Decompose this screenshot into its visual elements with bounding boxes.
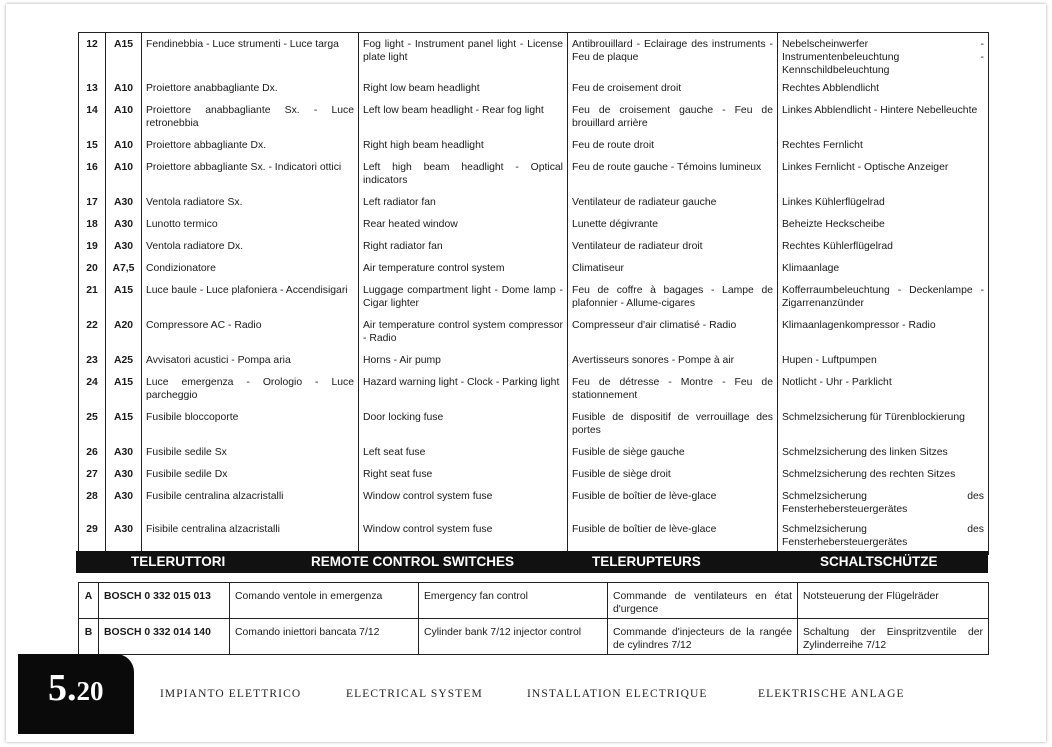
relay-desc-fr: Commande de ventilateurs en état d'urgence bbox=[608, 583, 798, 619]
fuse-number: 22 bbox=[79, 314, 106, 349]
fuse-desc-de: Rechtes Kühlerflügelrad bbox=[778, 235, 989, 257]
fuse-number: 12 bbox=[79, 33, 106, 78]
page-number-sub: 20 bbox=[76, 676, 104, 706]
fuse-amperage: A30 bbox=[106, 191, 142, 213]
fuse-desc-de: Klimaanlagenkompressor - Radio bbox=[778, 314, 989, 349]
fuse-desc-de: Linkes Fernlicht - Optische Anzeiger bbox=[778, 156, 989, 191]
fuse-row bbox=[79, 406, 989, 441]
fuse-desc-it: Fisibile centralina alzacristalli bbox=[142, 518, 359, 555]
fuse-desc-fr: Feu de route gauche - Témoins lumineux bbox=[568, 156, 778, 191]
fuse-desc-it: Lunotto termico bbox=[142, 213, 359, 235]
relay-desc-en: Emergency fan control bbox=[419, 583, 608, 619]
fuse-desc-fr: Fusible de boîtier de lève-glace bbox=[568, 485, 778, 518]
fuse-desc-de: Schmelzsicherung für Türenblockierung bbox=[778, 406, 989, 441]
fuse-desc-de: Schmelzsicherung des linken Sitzes bbox=[778, 441, 989, 463]
fuse-desc-fr: Antibrouillard - Eclairage des instruments - Feu de plaque bbox=[568, 33, 778, 78]
relay-row bbox=[79, 583, 989, 619]
fuse-desc-de: Schmelzsicherung des Fensterhebersteuergerätes bbox=[778, 518, 989, 555]
fuse-desc-fr: Feu de détresse - Montre - Feu de stationnement bbox=[568, 371, 778, 406]
fuse-desc-de: Klimaanlage bbox=[778, 257, 989, 279]
fuse-desc-en: Window control system fuse bbox=[359, 518, 568, 555]
relay-desc-it: Comando ventole in emergenza bbox=[230, 583, 419, 619]
fuse-desc-it: Fusibile centralina alzacristalli bbox=[142, 485, 359, 518]
header-fr: TELERUPTEURS bbox=[592, 554, 701, 569]
fuse-desc-fr: Fusible de boîtier de lève-glace bbox=[568, 518, 778, 555]
fuse-desc-fr: Feu de coffre à bagages - Lampe de plafonnier - Allume-cigares bbox=[568, 279, 778, 314]
fuse-desc-en: Air temperature control system compressor - Radio bbox=[359, 314, 568, 349]
fuse-desc-en: Luggage compartment light - Dome lamp - Cigar lighter bbox=[359, 279, 568, 314]
fuse-row bbox=[79, 518, 989, 555]
fuse-desc-it: Proiettore abbagliante Dx. bbox=[142, 134, 359, 156]
fuse-amperage: A30 bbox=[106, 463, 142, 485]
fuse-desc-en: Left low beam headlight - Rear fog light bbox=[359, 99, 568, 134]
fuse-desc-it: Proiettore anabbagliante Sx. - Luce retronebbia bbox=[142, 99, 359, 134]
fuse-amperage: A10 bbox=[106, 156, 142, 191]
fuse-desc-it: Fusibile sedile Sx bbox=[142, 441, 359, 463]
fuse-desc-en: Rear heated window bbox=[359, 213, 568, 235]
relay-desc-de: Schaltung der Einspritzventile der Zylinderreihe 7/12 bbox=[798, 619, 989, 655]
fuse-desc-en: Right high beam headlight bbox=[359, 134, 568, 156]
fuse-desc-it: Avvisatori acustici - Pompa aria bbox=[142, 349, 359, 371]
relay-table bbox=[78, 582, 989, 655]
fuse-amperage: A10 bbox=[106, 134, 142, 156]
fuse-desc-it: Luce baule - Luce plafoniera - Accendisigari bbox=[142, 279, 359, 314]
fuse-number: 21 bbox=[79, 279, 106, 314]
fuse-desc-it: Proiettore anabbagliante Dx. bbox=[142, 77, 359, 99]
fuse-row bbox=[79, 134, 989, 156]
footer-title-de: ELEKTRISCHE ANLAGE bbox=[758, 688, 905, 700]
fuse-number: 14 bbox=[79, 99, 106, 134]
fuse-desc-en: Left high beam headlight - Optical indicators bbox=[359, 156, 568, 191]
page-number-badge bbox=[18, 654, 134, 734]
fuse-amperage: A15 bbox=[106, 33, 142, 78]
fuse-number: 23 bbox=[79, 349, 106, 371]
fuse-desc-de: Rechtes Abblendlicht bbox=[778, 77, 989, 99]
section-header-bar bbox=[76, 551, 988, 573]
header-en: REMOTE CONTROL SWITCHES bbox=[311, 554, 515, 569]
fuse-desc-de: Hupen - Luftpumpen bbox=[778, 349, 989, 371]
fuse-number: 20 bbox=[79, 257, 106, 279]
fuse-desc-en: Right seat fuse bbox=[359, 463, 568, 485]
fuse-amperage: A7,5 bbox=[106, 257, 142, 279]
fuse-row bbox=[79, 441, 989, 463]
fuse-table bbox=[78, 32, 989, 555]
fuse-row bbox=[79, 213, 989, 235]
fuse-amperage: A30 bbox=[106, 485, 142, 518]
fuse-desc-it: Fusibile bloccoporte bbox=[142, 406, 359, 441]
fuse-desc-en: Fog light - Instrument panel light - License plate light bbox=[359, 33, 568, 78]
fuse-amperage: A30 bbox=[106, 213, 142, 235]
relay-desc-fr: Commande d'injecteurs de la rangée de cylindres 7/12 bbox=[608, 619, 798, 655]
fuse-amperage: A30 bbox=[106, 235, 142, 257]
relay-model: BOSCH 0 332 014 140 bbox=[99, 619, 230, 655]
fuse-row bbox=[79, 371, 989, 406]
fuse-row bbox=[79, 485, 989, 518]
fuse-desc-fr: Avertisseurs sonores - Pompe à air bbox=[568, 349, 778, 371]
header-de: SCHALTSCHÜTZE bbox=[820, 554, 938, 569]
fuse-desc-de: Linkes Kühlerflügelrad bbox=[778, 191, 989, 213]
relay-desc-en: Cylinder bank 7/12 injector control bbox=[419, 619, 608, 655]
fuse-number: 15 bbox=[79, 134, 106, 156]
fuse-desc-fr: Lunette dégivrante bbox=[568, 213, 778, 235]
fuse-row bbox=[79, 191, 989, 213]
fuse-desc-en: Hazard warning light - Clock - Parking light bbox=[359, 371, 568, 406]
fuse-desc-fr: Ventilateur de radiateur gauche bbox=[568, 191, 778, 213]
fuse-number: 28 bbox=[79, 485, 106, 518]
page-number bbox=[48, 666, 104, 710]
fuse-desc-en: Window control system fuse bbox=[359, 485, 568, 518]
fuse-amperage: A25 bbox=[106, 349, 142, 371]
fuse-amperage: A30 bbox=[106, 441, 142, 463]
fuse-number: 16 bbox=[79, 156, 106, 191]
fuse-row bbox=[79, 99, 989, 134]
fuse-desc-fr: Fusible de siège gauche bbox=[568, 441, 778, 463]
fuse-row bbox=[79, 463, 989, 485]
fuse-desc-de: Rechtes Fernlicht bbox=[778, 134, 989, 156]
fuse-amperage: A15 bbox=[106, 406, 142, 441]
fuse-number: 13 bbox=[79, 77, 106, 99]
fuse-desc-de: Kofferraumbeleuchtung - Deckenlampe - Zigarrenanzünder bbox=[778, 279, 989, 314]
fuse-amperage: A10 bbox=[106, 99, 142, 134]
fuse-number: 18 bbox=[79, 213, 106, 235]
fuse-number: 29 bbox=[79, 518, 106, 555]
page-number-main: 5. bbox=[48, 667, 77, 709]
fuse-desc-fr: Fusible de dispositif de verrouillage des portes bbox=[568, 406, 778, 441]
fuse-desc-de: Beheizte Heckscheibe bbox=[778, 213, 989, 235]
fuse-desc-it: Fendinebbia - Luce strumenti - Luce targa bbox=[142, 33, 359, 78]
fuse-desc-fr: Feu de route droit bbox=[568, 134, 778, 156]
fuse-amperage: A20 bbox=[106, 314, 142, 349]
fuse-row bbox=[79, 77, 989, 99]
fuse-number: 26 bbox=[79, 441, 106, 463]
fuse-desc-en: Left seat fuse bbox=[359, 441, 568, 463]
fuse-desc-de: Nebelscheinwerfer - Instrumentenbeleuchtung - Kennschildbeleuchtung bbox=[778, 33, 989, 78]
fuse-desc-it: Luce emergenza - Orologio - Luce parcheggio bbox=[142, 371, 359, 406]
fuse-desc-en: Right radiator fan bbox=[359, 235, 568, 257]
footer-title-it: IMPIANTO ELETTRICO bbox=[160, 688, 302, 700]
fuse-desc-it: Proiettore abbagliante Sx. - Indicatori ottici bbox=[142, 156, 359, 191]
footer-title-en: ELECTRICAL SYSTEM bbox=[346, 688, 483, 700]
fuse-desc-de: Schmelzsicherung des Fensterhebersteuergerätes bbox=[778, 485, 989, 518]
fuse-number: 27 bbox=[79, 463, 106, 485]
fuse-desc-en: Door locking fuse bbox=[359, 406, 568, 441]
fuse-row bbox=[79, 156, 989, 191]
fuse-amperage: A30 bbox=[106, 518, 142, 555]
fuse-desc-en: Right low beam headlight bbox=[359, 77, 568, 99]
relay-model: BOSCH 0 332 015 013 bbox=[99, 583, 230, 619]
footer-title-fr: INSTALLATION ELECTRIQUE bbox=[527, 688, 708, 700]
fuse-desc-en: Air temperature control system bbox=[359, 257, 568, 279]
fuse-desc-it: Fusibile sedile Dx bbox=[142, 463, 359, 485]
fuse-desc-it: Compressore AC - Radio bbox=[142, 314, 359, 349]
header-it: TELERUTTORI bbox=[131, 554, 226, 569]
fuse-desc-it: Ventola radiatore Sx. bbox=[142, 191, 359, 213]
fuse-number: 24 bbox=[79, 371, 106, 406]
fuse-amperage: A10 bbox=[106, 77, 142, 99]
fuse-number: 19 bbox=[79, 235, 106, 257]
fuse-desc-fr: Ventilateur de radiateur droit bbox=[568, 235, 778, 257]
fuse-number: 25 bbox=[79, 406, 106, 441]
relay-code: B bbox=[79, 619, 99, 655]
relay-desc-de: Notsteuerung der Flügelräder bbox=[798, 583, 989, 619]
fuse-row bbox=[79, 314, 989, 349]
fuse-desc-fr: Compresseur d'air climatisé - Radio bbox=[568, 314, 778, 349]
relay-desc-it: Comando iniettori bancata 7/12 bbox=[230, 619, 419, 655]
relay-code: A bbox=[79, 583, 99, 619]
fuse-desc-de: Notlicht - Uhr - Parklicht bbox=[778, 371, 989, 406]
footer-section-titles bbox=[160, 688, 930, 704]
fuse-desc-it: Condizionatore bbox=[142, 257, 359, 279]
relay-row bbox=[79, 619, 989, 655]
fuse-desc-en: Left radiator fan bbox=[359, 191, 568, 213]
fuse-desc-fr: Fusible de siège droit bbox=[568, 463, 778, 485]
fuse-amperage: A15 bbox=[106, 371, 142, 406]
fuse-desc-fr: Feu de croisement gauche - Feu de brouillard arrière bbox=[568, 99, 778, 134]
fuse-row bbox=[79, 33, 989, 78]
fuse-desc-fr: Climatiseur bbox=[568, 257, 778, 279]
fuse-number: 17 bbox=[79, 191, 106, 213]
fuse-desc-it: Ventola radiatore Dx. bbox=[142, 235, 359, 257]
fuse-desc-fr: Feu de croisement droit bbox=[568, 77, 778, 99]
fuse-row bbox=[79, 235, 989, 257]
fuse-amperage: A15 bbox=[106, 279, 142, 314]
fuse-row bbox=[79, 279, 989, 314]
fuse-desc-de: Linkes Abblendlicht - Hintere Nebelleuchte bbox=[778, 99, 989, 134]
fuse-row bbox=[79, 257, 989, 279]
fuse-row bbox=[79, 349, 989, 371]
fuse-desc-en: Horns - Air pump bbox=[359, 349, 568, 371]
fuse-desc-de: Schmelzsicherung des rechten Sitzes bbox=[778, 463, 989, 485]
